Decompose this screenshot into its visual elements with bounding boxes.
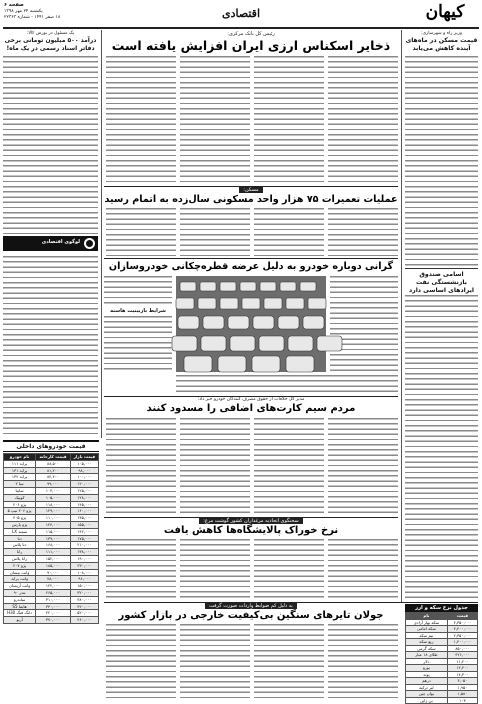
- table-cell: ۱۹۰,۰۰۰: [70, 555, 98, 562]
- table-cell: ۳۸۰,۰۰۰: [70, 596, 98, 603]
- column-divider: [401, 30, 402, 602]
- table-cell: ۱۳۹,۰۰۰: [36, 535, 71, 542]
- table-cell: پژو ۲۰۶ تیپ ۵: [4, 508, 36, 515]
- table-cell: ۴,۴۰۰,۰۰۰: [447, 626, 477, 633]
- bazaar-logo-icon: [84, 238, 95, 249]
- table-cell: ۱۰۰,۰۰۰: [70, 474, 98, 481]
- right-headline-1: قیمت مسکن در ماه‌های آینده کاهش می‌یابد: [405, 37, 478, 52]
- table-cell: ۴,۳۵۰,۰۰۰: [447, 619, 477, 626]
- car-price-table: [3, 440, 99, 624]
- right-body-1: [405, 56, 478, 269]
- table-cell: ۱۶۸,۰۰۰: [36, 542, 71, 549]
- article4-body: [104, 418, 398, 514]
- table-cell: ۹۹,۰۰۰: [36, 481, 71, 488]
- article5-headline: نرخ خوراک پالایشگاه‌ها کاهش یافت: [163, 525, 339, 536]
- article6-body: [104, 624, 398, 698]
- coin-table-header: نام: [406, 613, 448, 620]
- table-cell: ۱۲۸,۰۰۰: [70, 494, 98, 501]
- table-cell: ۱۰۳: [447, 697, 477, 704]
- table-cell: آریو: [4, 617, 36, 624]
- table-cell: پژو ۴۰۵: [4, 515, 36, 522]
- table-row: [4, 467, 99, 474]
- table-cell: ۱۵۰,۰۰۰: [70, 583, 98, 590]
- table-cell: نیم سکه: [406, 632, 448, 639]
- table-cell: ۸۵۰,۰۰۰: [447, 645, 477, 652]
- table-cell: ۱۱۸,۰۰۰: [36, 501, 71, 508]
- table-cell: ۱,۵۸۰: [447, 691, 477, 698]
- table-cell: ۱۵۵,۰۰۰: [70, 521, 98, 528]
- left-body: [3, 56, 98, 234]
- table-cell: ۸۸,۵۰۰: [36, 460, 71, 467]
- article3-body-left-2: [104, 316, 172, 372]
- article2-body: [104, 208, 398, 256]
- table-cell: رانا: [4, 549, 36, 556]
- table-cell: درهم: [406, 678, 448, 685]
- table-cell: پراید ۱۳۲: [4, 474, 36, 481]
- right-article-1: [405, 31, 478, 269]
- table-cell: دانگ فنگ H30: [4, 610, 36, 617]
- table-cell: ۱۲۰,۰۰۰: [70, 481, 98, 488]
- car-table-grid: [3, 453, 99, 624]
- table-row: [4, 501, 99, 508]
- table-cell: ۱۱۰,۰۰۰: [36, 515, 71, 522]
- table-cell: ۴۶۰,۰۰۰: [70, 617, 98, 624]
- article3-body-bottom: [176, 375, 398, 393]
- table-cell: ساینا: [4, 487, 36, 494]
- table-cell: ۷۸,۰۰۰: [36, 576, 71, 583]
- table-cell: ۹۸,۰۰۰: [70, 467, 98, 474]
- table-row: [4, 555, 99, 562]
- article6-kicker-text: به دلیل کم ضوابط واردات صورت گرفت: [205, 603, 297, 609]
- article5-kicker-text: سخنگوی اتحادیه مرغداران کشور گوشت مرغ:: [199, 518, 303, 524]
- table-cell: لیر ترکیه: [406, 684, 448, 691]
- right-headline-2: اسامی صندوق بازنشستگی نفت ایرادهای اساسی دارد: [405, 268, 478, 292]
- article4: [104, 397, 398, 415]
- economy-logo-label: لوگوی اقتصادی: [41, 239, 80, 245]
- economy-logo-banner: [3, 236, 98, 251]
- table-cell: ۱۴۲,۰۰۰: [70, 528, 98, 535]
- coin-price-table: [405, 604, 478, 704]
- left-headline: درآمد ۵۰۰ میلیون تومانی برخی دفاتر اسناد رسمی در یک ماه!: [4, 37, 97, 52]
- article4-kicker: مدیر کل خلافات از حقوق مصرف کنندگان خودرو خبر داد:: [197, 397, 305, 402]
- table-cell: سکه بهار آزادی: [406, 619, 448, 626]
- table-row: [4, 617, 99, 624]
- table-row: [406, 697, 478, 704]
- table-cell: ۳۲۰,۰۰۰: [70, 589, 98, 596]
- left-body-2: [3, 256, 98, 436]
- table-row: [4, 460, 99, 467]
- article4-headline: مردم سیم کارت‌های اضافی را مسدود کنند: [146, 403, 356, 414]
- table-cell: سمند LX: [4, 528, 36, 535]
- table-cell: ۳۴۰,۰۰۰: [36, 603, 71, 610]
- article3-body-right: [330, 276, 398, 372]
- right-article-2: [405, 268, 478, 600]
- table-cell: پژو ۲۰۶: [4, 501, 36, 508]
- table-cell: ۱۲۴,۰۰۰: [36, 521, 71, 528]
- table-cell: ۴۲۶,۰۰۰: [447, 652, 477, 659]
- table-row: [4, 569, 99, 576]
- article2: [104, 187, 398, 206]
- article5: [104, 518, 398, 537]
- masthead-rule: [3, 27, 479, 29]
- table-cell: ۱۴,۳۰۰: [447, 671, 477, 678]
- masthead: [0, 0, 482, 30]
- table-cell: ۲,۳۵۰,۰۰۰: [447, 632, 477, 639]
- table-cell: ۳۱۰,۰۰۰: [36, 596, 71, 603]
- left-article: [3, 31, 98, 234]
- car-table-header: قیمت کارخانه: [36, 454, 71, 461]
- table-cell: ۸۱,۲۰۰: [36, 467, 71, 474]
- table-cell: ۲۶۵,۰۰۰: [36, 589, 71, 596]
- main-body: [104, 56, 398, 184]
- table-cell: هایما S5: [4, 603, 36, 610]
- table-cell: ۱۱۵,۰۰۰: [36, 528, 71, 535]
- table-row: [4, 528, 99, 535]
- section-title: اقتصادی: [221, 7, 261, 20]
- table-cell: تیبا ۲: [4, 481, 36, 488]
- table-cell: وانت نیسان: [4, 569, 36, 576]
- table-row: [4, 494, 99, 501]
- table-cell: ۱۱۱,۰۰۰: [36, 549, 71, 556]
- table-cell: دنا پلاس: [4, 542, 36, 549]
- table-cell: ۱۰۸,۰۰۰: [70, 569, 98, 576]
- table-cell: وانت آریسان: [4, 583, 36, 590]
- table-cell: ۳۷۰,۰۰۰: [36, 617, 71, 624]
- table-cell: ۲۳۰,۰۰۰: [70, 562, 98, 569]
- table-row: [4, 583, 99, 590]
- table-cell: ۱۳۵,۰۰۰: [70, 515, 98, 522]
- coin-table-grid: [405, 612, 478, 704]
- table-cell: ۱۱,۲۰۰: [447, 658, 477, 665]
- table-cell: یورو: [406, 665, 448, 672]
- main-headline: ذخایر اسکناس ارزی ایران افزایش یافته است: [111, 38, 391, 53]
- table-cell: کوییک: [4, 494, 36, 501]
- table-row: [4, 508, 99, 515]
- masthead-date-2: ۱۸ صفر ۱۴۴۱ - شماره ۲۲۳۶۳: [4, 15, 61, 20]
- masthead-date-1: یکشنبه ۲۴ مهر ۱۳۹۸: [4, 9, 43, 14]
- table-cell: سکه گرمی: [406, 645, 448, 652]
- right-kicker-1: وزیر راه و شهرسازی:: [420, 31, 462, 36]
- table-cell: طلای ۱۸ عیار: [406, 652, 448, 659]
- article3-headline: گرانی دوباره خودرو به دلیل عرضه قطره‌چکانی خودروسازان: [108, 261, 394, 272]
- left-kicker: یک مسئول در بورس کالا:: [26, 31, 75, 36]
- coin-table-title: جدول نرخ سکه و ارز: [405, 604, 478, 612]
- table-cell: ۱۲,۴۰۰: [447, 665, 477, 672]
- article2-kicker-text: مسکن:: [239, 187, 262, 193]
- table-row: [4, 481, 99, 488]
- table-cell: ۱۰۳,۰۰۰: [36, 487, 71, 494]
- table-cell: پژو پارس: [4, 521, 36, 528]
- table-cell: پوند: [406, 671, 448, 678]
- main-article: [104, 31, 398, 54]
- table-cell: ۴۲۰,۰۰۰: [70, 603, 98, 610]
- table-row: [4, 603, 99, 610]
- table-row: [4, 487, 99, 494]
- table-row: [4, 576, 99, 583]
- table-cell: ین ژاپن: [406, 697, 448, 704]
- table-cell: ۱۶۰,۰۰۰: [70, 508, 98, 515]
- table-row: [4, 542, 99, 549]
- table-row: [4, 610, 99, 617]
- table-cell: ۱۰۵,۰۰۰: [70, 460, 98, 467]
- table-cell: ۱,۹۵۰: [447, 684, 477, 691]
- table-cell: ۳,۰۵۰: [447, 678, 477, 685]
- table-cell: ۱۲۵,۰۰۰: [70, 487, 98, 494]
- table-cell: ربع سکه: [406, 639, 448, 646]
- table-row: [4, 535, 99, 542]
- table-cell: پژو ۲۰۷: [4, 562, 36, 569]
- table-row: [4, 589, 99, 596]
- table-cell: یوان چین: [406, 691, 448, 698]
- table-row: [4, 474, 99, 481]
- right-body-2: [405, 295, 478, 600]
- table-cell: ۲۱۰,۰۰۰: [70, 542, 98, 549]
- table-cell: ۵۲۰,۰۰۰: [70, 610, 98, 617]
- masthead-page-number: صفحه ۶: [4, 2, 24, 8]
- table-cell: رانا پلاس: [4, 555, 36, 562]
- column-divider: [101, 30, 102, 438]
- article2-headline: عملیات تعمیرات ۷۵ هزار واحد مسکونی سال‌زده به اتمام رسید: [104, 194, 398, 205]
- table-cell: ۱۲۲,۰۰۰: [36, 583, 71, 590]
- logo-text: کیهان: [425, 2, 465, 22]
- article3-body-left: [104, 276, 172, 306]
- article5-body: [104, 539, 398, 599]
- article6: [104, 603, 398, 622]
- table-cell: ۱۵۲,۰۰۰: [36, 555, 71, 562]
- coin-table-header: قیمت: [447, 613, 477, 620]
- table-cell: دلار: [406, 658, 448, 665]
- table-row: [4, 596, 99, 603]
- table-cell: پراید ۱۳۱: [4, 467, 36, 474]
- table-cell: ۱۷۵,۰۰۰: [70, 535, 98, 542]
- table-cell: وانت پراید: [4, 576, 36, 583]
- section-rule: [104, 258, 398, 259]
- table-cell: تندر ۹۰: [4, 589, 36, 596]
- table-cell: ۱,۴۰۰,۰۰۰: [447, 639, 477, 646]
- table-cell: سکه امامی: [406, 626, 448, 633]
- table-row: [4, 515, 99, 522]
- table-cell: ۱۸۵,۰۰۰: [36, 562, 71, 569]
- table-cell: پراید ۱۱۱: [4, 460, 36, 467]
- table-cell: ۱۳۸,۰۰۰: [70, 549, 98, 556]
- table-cell: ۹۶,۰۰۰: [70, 576, 98, 583]
- table-row: [4, 521, 99, 528]
- car-lot-illustration: [176, 276, 326, 372]
- car-parking-photo: [176, 276, 326, 372]
- article6-headline: جولان تایرهای سنگین بی‌کیفیت خارجی در بازار کشور: [118, 610, 384, 621]
- table-cell: ۱۲۹,۰۰۰: [36, 508, 71, 515]
- table-cell: دنا: [4, 535, 36, 542]
- coin-header-row: [406, 613, 478, 620]
- table-cell: ۱۰۵,۰۰۰: [36, 494, 71, 501]
- table-cell: ۹۰,۰۰۰: [36, 569, 71, 576]
- table-row: [4, 549, 99, 556]
- main-kicker: رئیس کل بانک مرکزی:: [227, 31, 275, 37]
- car-table-header: قیمت بازار: [70, 454, 98, 461]
- table-row: [4, 562, 99, 569]
- article3-subhead: شرایط بازبینیت هاسته: [110, 308, 166, 314]
- car-table-header: نام خودرو: [4, 454, 36, 461]
- car-table-title: قیمت خودروهای داخلی: [3, 440, 99, 452]
- table-cell: ۴۲۰,۰۰۰: [36, 610, 71, 617]
- kayhan-logo: [416, 1, 474, 25]
- table-cell: ۸۴,۴۰۰: [36, 474, 71, 481]
- table-cell: ۱۴۵,۰۰۰: [70, 501, 98, 508]
- table-cell: ساندرو: [4, 596, 36, 603]
